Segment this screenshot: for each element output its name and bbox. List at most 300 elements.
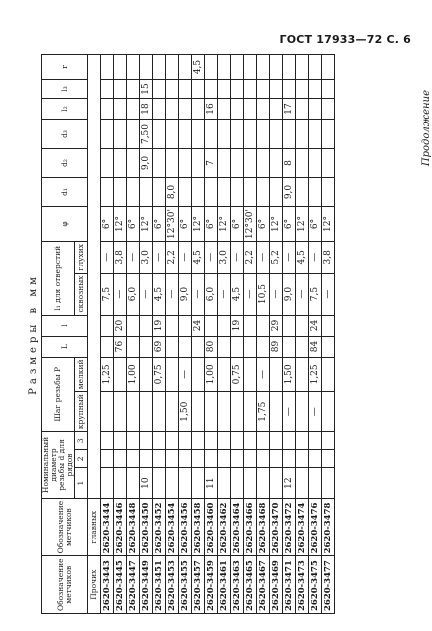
cell-L — [140, 336, 153, 357]
cell-d3 — [309, 120, 322, 149]
cell-d2 — [153, 149, 166, 178]
col-header-d2: d₂ — [42, 149, 88, 178]
cell-pitch-c — [101, 392, 114, 432]
cell-pitch-f — [218, 357, 231, 392]
cell-phi: 12° — [140, 207, 153, 242]
cell-r — [231, 55, 244, 80]
cell-d2: 9,0 — [140, 149, 153, 178]
cell-l2 — [218, 99, 231, 120]
cell-l1-b: 2,2 — [166, 242, 179, 274]
cell-pitch-c — [140, 392, 153, 432]
cell-L — [179, 336, 192, 357]
col-header-row3: 3 — [75, 432, 88, 450]
table-row — [153, 55, 166, 614]
cell-l1-t: 10,5 — [257, 273, 270, 315]
cell-pitch-f — [114, 357, 127, 392]
cell-d1 — [114, 178, 127, 207]
cell-empty — [257, 432, 270, 450]
cell-r — [283, 55, 296, 80]
cell-empty — [140, 450, 153, 468]
cell-l1-t: 7,5 — [309, 273, 322, 315]
cell-l — [296, 315, 309, 336]
cell-d2 — [192, 149, 205, 178]
cell-empty — [127, 432, 140, 450]
cell-code-b: 2620-3472 — [283, 498, 296, 556]
table-row — [127, 55, 140, 614]
cell-phi: 12° — [114, 207, 127, 242]
cell-pitch-c: — — [283, 392, 296, 432]
cell-code-a: 2620-3469 — [270, 556, 283, 614]
cell-phi: 6° — [179, 207, 192, 242]
col-header-row2: 2 — [75, 450, 88, 468]
cell-d2 — [179, 149, 192, 178]
cell-empty — [166, 450, 179, 468]
cell-l: 24 — [309, 315, 322, 336]
table-row — [322, 55, 335, 614]
col-header-l: l — [42, 315, 88, 336]
cell-pitch-f — [140, 357, 153, 392]
cell-code-b: 2620-3458 — [192, 498, 205, 556]
cell-empty — [179, 450, 192, 468]
cell-r — [309, 55, 322, 80]
cell-d2 — [231, 149, 244, 178]
cell-d3 — [231, 120, 244, 149]
cell-l1-t: 9,0 — [283, 273, 296, 315]
cell-l3 — [192, 80, 205, 99]
cell-empty — [192, 450, 205, 468]
cell-d — [101, 468, 114, 498]
cell-pitch-f: 1,00 — [127, 357, 140, 392]
cell-d — [153, 468, 166, 498]
cell-l1-b: 4,5 — [192, 242, 205, 274]
col-header-phi: φ — [42, 207, 88, 242]
cell-l — [205, 315, 218, 336]
cell-pitch-c: — — [309, 392, 322, 432]
cell-l2 — [296, 99, 309, 120]
cell-code-a: 2620-3443 — [101, 556, 114, 614]
cell-L — [244, 336, 257, 357]
cell-code-b: 2620-3474 — [296, 498, 309, 556]
cell-L — [218, 336, 231, 357]
cell-l3 — [283, 80, 296, 99]
cell-d1 — [309, 178, 322, 207]
cell-l2 — [322, 99, 335, 120]
cell-d — [257, 468, 270, 498]
cell-empty — [153, 432, 166, 450]
cell-l1-b: 5,2 — [270, 242, 283, 274]
cell-empty — [218, 450, 231, 468]
table-row — [166, 55, 179, 614]
cell-empty — [153, 450, 166, 468]
cell-L — [101, 336, 114, 357]
cell-l1-t: — — [192, 273, 205, 315]
cell-l1-t: 4,5 — [153, 273, 166, 315]
cell-L — [231, 336, 244, 357]
cell-code-a: 2620-3453 — [166, 556, 179, 614]
cell-l — [244, 315, 257, 336]
cell-d1 — [101, 178, 114, 207]
cell-l1-t: — — [218, 273, 231, 315]
cell-empty — [283, 432, 296, 450]
cell-d3 — [101, 120, 114, 149]
cell-l1-t: — — [244, 273, 257, 315]
cell-l — [218, 315, 231, 336]
cell-d2: 7 — [205, 149, 218, 178]
cell-l1-b: — — [179, 242, 192, 274]
cell-l2 — [153, 99, 166, 120]
cell-l1-b: 2,2 — [244, 242, 257, 274]
cell-r — [153, 55, 166, 80]
cell-l3 — [166, 80, 179, 99]
cell-d — [270, 468, 283, 498]
cell-d3: 7,50 — [140, 120, 153, 149]
cell-code-b: 2620-3468 — [257, 498, 270, 556]
cell-l3 — [244, 80, 257, 99]
cell-empty — [205, 432, 218, 450]
cell-l3 — [270, 80, 283, 99]
cell-phi: 6° — [309, 207, 322, 242]
cell-l — [101, 315, 114, 336]
cell-empty — [114, 432, 127, 450]
cell-r — [166, 55, 179, 80]
cell-empty — [322, 432, 335, 450]
cell-r — [257, 55, 270, 80]
cell-code-a: 2620-3457 — [192, 556, 205, 614]
cell-d1 — [127, 178, 140, 207]
table-row — [270, 55, 283, 614]
cell-d1 — [192, 178, 205, 207]
continuation-label: Продолжение — [421, 90, 432, 167]
cell-l1-b: 3,8 — [114, 242, 127, 274]
table-row — [179, 55, 192, 614]
cell-r — [114, 55, 127, 80]
cell-pitch-f — [166, 357, 179, 392]
cell-l1-t: — — [270, 273, 283, 315]
group-label-glavnyh: главных — [88, 498, 101, 556]
cell-l — [322, 315, 335, 336]
cell-d3 — [127, 120, 140, 149]
cell-pitch-c — [322, 392, 335, 432]
cell-d3 — [114, 120, 127, 149]
cell-pitch-c: 1,50 — [179, 392, 192, 432]
cell-d — [231, 468, 244, 498]
cell-pitch-c — [166, 392, 179, 432]
cell-code-a: 2620-3461 — [218, 556, 231, 614]
cell-empty — [322, 450, 335, 468]
cell-l3 — [205, 80, 218, 99]
cell-l1-b: — — [101, 242, 114, 274]
group-label-prochih: Прочих — [88, 556, 101, 614]
cell-l — [179, 315, 192, 336]
cell-r — [179, 55, 192, 80]
cell-pitch-c — [244, 392, 257, 432]
cell-code-a: 2620-3473 — [296, 556, 309, 614]
cell-code-b: 2620-3446 — [114, 498, 127, 556]
cell-l1-t: — — [296, 273, 309, 315]
cell-d3 — [257, 120, 270, 149]
cell-l3 — [218, 80, 231, 99]
table-row — [296, 55, 309, 614]
table-row — [218, 55, 231, 614]
col-header-r: r — [42, 55, 88, 80]
cell-d1 — [270, 178, 283, 207]
rotated-table-wrapper — [28, 54, 335, 614]
cell-d2 — [127, 149, 140, 178]
cell-phi: 6° — [231, 207, 244, 242]
cell-l3 — [296, 80, 309, 99]
cell-empty — [270, 432, 283, 450]
page-header: ГОСТ 17933—72 С. 6 — [279, 33, 411, 46]
group-row — [88, 55, 101, 614]
cell-r — [244, 55, 257, 80]
cell-l2: 17 — [283, 99, 296, 120]
dimensions-table — [41, 54, 335, 614]
cell-d — [218, 468, 231, 498]
table-row — [205, 55, 218, 614]
cell-d — [166, 468, 179, 498]
table-row — [283, 55, 296, 614]
cell-phi: 6° — [257, 207, 270, 242]
cell-l1-b: — — [231, 242, 244, 274]
cell-l2 — [114, 99, 127, 120]
cell-d2 — [270, 149, 283, 178]
cell-code-b: 2620-3470 — [270, 498, 283, 556]
cell-l1-b: — — [257, 242, 270, 274]
cell-r — [270, 55, 283, 80]
cell-d2 — [322, 149, 335, 178]
cell-code-b: 2620-3462 — [218, 498, 231, 556]
cell-pitch-f: 1,25 — [101, 357, 114, 392]
col-header-d1: d₁ — [42, 178, 88, 207]
cell-pitch-f: — — [257, 357, 270, 392]
cell-d3 — [192, 120, 205, 149]
cell-l3 — [127, 80, 140, 99]
cell-code-b: 2620-3448 — [127, 498, 140, 556]
cell-d: 10 — [140, 468, 153, 498]
col-header-pitch: Шаг резьбы P — [42, 357, 75, 432]
cell-phi: 6° — [153, 207, 166, 242]
cell-phi: 12°30' — [166, 207, 179, 242]
cell-d1: 9,0 — [283, 178, 296, 207]
cell-L: 84 — [309, 336, 322, 357]
cell-l2: 18 — [140, 99, 153, 120]
cell-empty — [244, 432, 257, 450]
cell-l3 — [101, 80, 114, 99]
cell-code-b: 2620-3452 — [153, 498, 166, 556]
cell-l — [166, 315, 179, 336]
cell-l1-b: — — [205, 242, 218, 274]
cell-r — [101, 55, 114, 80]
cell-code-a: 2620-3451 — [153, 556, 166, 614]
col-header-l1: l₁ для отверстий — [42, 242, 75, 316]
cell-code-a: 2620-3467 — [257, 556, 270, 614]
cell-empty — [218, 432, 231, 450]
cell-l3 — [231, 80, 244, 99]
cell-code-b: 2620-3444 — [101, 498, 114, 556]
cell-d3 — [218, 120, 231, 149]
cell-d2 — [296, 149, 309, 178]
cell-l1-b: — — [283, 242, 296, 274]
cell-l — [257, 315, 270, 336]
cell-d1 — [296, 178, 309, 207]
col-header-L: L — [42, 336, 88, 357]
cell-l2 — [270, 99, 283, 120]
cell-r — [127, 55, 140, 80]
cell-empty — [205, 450, 218, 468]
cell-r — [218, 55, 231, 80]
cell-code-b: 2620-3464 — [231, 498, 244, 556]
cell-pitch-c — [127, 392, 140, 432]
col-header-coarse: крупный — [75, 392, 88, 432]
cell-d1: 8,0 — [166, 178, 179, 207]
cell-empty — [309, 432, 322, 450]
col-header-l2: l₂ — [42, 99, 88, 120]
cell-d3 — [244, 120, 257, 149]
cell-pitch-f: 1,25 — [309, 357, 322, 392]
cell-l1-t: 9,0 — [179, 273, 192, 315]
cell-code-a: 2620-3477 — [322, 556, 335, 614]
cell-empty — [127, 450, 140, 468]
col-header-designation: Обозначение метчиков — [42, 556, 88, 614]
cell-d1 — [140, 178, 153, 207]
cell-empty — [231, 432, 244, 450]
cell-d — [114, 468, 127, 498]
cell-l1-t: 6,0 — [127, 273, 140, 315]
cell-d1 — [153, 178, 166, 207]
cell-d1 — [231, 178, 244, 207]
cell-d1 — [257, 178, 270, 207]
cell-empty — [257, 450, 270, 468]
cell-pitch-f — [270, 357, 283, 392]
cell-phi: 6° — [283, 207, 296, 242]
cell-pitch-c — [192, 392, 205, 432]
cell-d: 11 — [205, 468, 218, 498]
cell-l1-b: 4,5 — [296, 242, 309, 274]
cell-d3 — [205, 120, 218, 149]
cell-l2 — [179, 99, 192, 120]
cell-d — [322, 468, 335, 498]
table-row — [257, 55, 270, 614]
cell-l: 19 — [153, 315, 166, 336]
table-row — [140, 55, 153, 614]
cell-l3 — [309, 80, 322, 99]
cell-pitch-c — [205, 392, 218, 432]
cell-pitch-c — [218, 392, 231, 432]
cell-d3 — [270, 120, 283, 149]
cell-phi: 6° — [101, 207, 114, 242]
cell-l3: 15 — [140, 80, 153, 99]
cell-d — [192, 468, 205, 498]
cell-phi: 12° — [270, 207, 283, 242]
cell-empty — [270, 450, 283, 468]
cell-phi: 6° — [127, 207, 140, 242]
cell-d — [127, 468, 140, 498]
cell-empty — [101, 432, 114, 450]
cell-code-b: 2620-3476 — [309, 498, 322, 556]
cell-pitch-c — [153, 392, 166, 432]
cell-empty — [296, 450, 309, 468]
cell-l: 29 — [270, 315, 283, 336]
cell-code-b: 2620-3456 — [179, 498, 192, 556]
cell-empty — [166, 432, 179, 450]
cell-l1-b: 3,0 — [218, 242, 231, 274]
cell-pitch-c — [296, 392, 309, 432]
cell-l1-b: — — [153, 242, 166, 274]
cell-pitch-f — [322, 357, 335, 392]
cell-pitch-f: 1,00 — [205, 357, 218, 392]
col-header-d3: d₃ — [42, 120, 88, 149]
cell-l1-t: 7,5 — [101, 273, 114, 315]
cell-L — [192, 336, 205, 357]
col-header-through: сквозных — [75, 273, 88, 315]
cell-l1-t: 6,0 — [205, 273, 218, 315]
cell-l2 — [101, 99, 114, 120]
cell-L: 89 — [270, 336, 283, 357]
cell-l3 — [153, 80, 166, 99]
cell-L — [296, 336, 309, 357]
cell-code-a: 2620-3455 — [179, 556, 192, 614]
cell-d2 — [101, 149, 114, 178]
cell-empty — [309, 450, 322, 468]
cell-pitch-f — [296, 357, 309, 392]
cell-d: 12 — [283, 468, 296, 498]
cell-pitch-f: — — [179, 357, 192, 392]
cell-d — [309, 468, 322, 498]
cell-l2 — [166, 99, 179, 120]
cell-l1-t: — — [166, 273, 179, 315]
cell-code-a: 2620-3445 — [114, 556, 127, 614]
cell-L: 69 — [153, 336, 166, 357]
cell-code-a: 2620-3465 — [244, 556, 257, 614]
cell-empty — [296, 432, 309, 450]
cell-L — [257, 336, 270, 357]
cell-d3 — [166, 120, 179, 149]
cell-L — [283, 336, 296, 357]
col-header-fine: мелкий — [75, 357, 88, 392]
cell-empty — [231, 450, 244, 468]
cell-l1-b: — — [309, 242, 322, 274]
cell-code-a: 2620-3447 — [127, 556, 140, 614]
cell-phi: 12° — [322, 207, 335, 242]
cell-d — [179, 468, 192, 498]
cell-d2 — [244, 149, 257, 178]
col-header-designation-2: Обозначение метчиков — [42, 498, 88, 556]
cell-d1 — [244, 178, 257, 207]
cell-phi: 12°30' — [244, 207, 257, 242]
cell-d1 — [179, 178, 192, 207]
cell-l1-t: — — [140, 273, 153, 315]
cell-l2 — [309, 99, 322, 120]
cell-d3 — [179, 120, 192, 149]
cell-l1-t: — — [322, 273, 335, 315]
cell-r — [140, 55, 153, 80]
cell-d2 — [166, 149, 179, 178]
cell-L: 76 — [114, 336, 127, 357]
cell-l3 — [114, 80, 127, 99]
cell-L: 80 — [205, 336, 218, 357]
col-header-l3: l₃ — [42, 80, 88, 99]
cell-phi: 6° — [205, 207, 218, 242]
cell-l2 — [127, 99, 140, 120]
cell-d — [296, 468, 309, 498]
cell-l — [283, 315, 296, 336]
cell-d1 — [205, 178, 218, 207]
table-row — [309, 55, 322, 614]
col-header-row1: 1 — [75, 468, 88, 498]
cell-d1 — [322, 178, 335, 207]
cell-l: 20 — [114, 315, 127, 336]
cell-pitch-c — [231, 392, 244, 432]
